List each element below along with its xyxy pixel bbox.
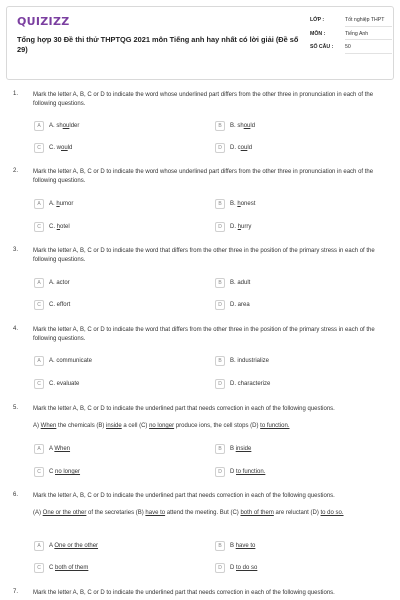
- question-sentence: [33, 422, 388, 431]
- question-prompt: Mark the letter A, B, C or D to indicate the word whose underlined part differs from the other three in pronunciation in each of the following questions.: [33, 169, 374, 184]
- underlined-part: h: [56, 224, 61, 230]
- question-number: 3.: [13, 247, 19, 253]
- question-number: 7.: [13, 589, 19, 595]
- sentence-part: are reluctant (D): [273, 510, 321, 516]
- option-label: A. communicate: [49, 358, 93, 364]
- option-badge: C: [34, 379, 44, 389]
- meta-key: MÔN :: [310, 30, 326, 37]
- meta-row-subject: [310, 31, 392, 41]
- option-label: B inside: [230, 446, 252, 452]
- underlined-part: h: [56, 201, 60, 207]
- answer-option-d[interactable]: [215, 143, 252, 153]
- question-number: 2.: [13, 168, 19, 174]
- option-label: D to do so: [230, 565, 258, 571]
- worksheet-header: [6, 6, 394, 80]
- meta-row-class: [310, 17, 392, 27]
- option-badge: A: [34, 121, 44, 131]
- option-label: C. would: [49, 145, 73, 151]
- question-prompt: Mark the letter A, B, C or D to indicate the word whose underlined part differs from the other three in pronunciation in each of the following questions.: [33, 92, 374, 107]
- option-label: A When: [49, 446, 71, 452]
- answer-option-a[interactable]: [34, 541, 98, 551]
- underlined-part: no longer: [55, 469, 81, 475]
- underlined-part: to function.: [236, 469, 266, 475]
- underlined-part: One or the other: [54, 543, 99, 549]
- question-prompt: Mark the letter A, B, C or D to indicate the underlined part that needs correction in each of the following questions.: [33, 406, 335, 412]
- answer-option-d[interactable]: [215, 300, 250, 310]
- option-label: D to function.: [230, 469, 266, 475]
- answer-option-c[interactable]: [34, 300, 70, 310]
- answer-option-b[interactable]: [215, 199, 255, 209]
- answer-option-b[interactable]: [215, 278, 250, 288]
- underlined-part: When: [40, 423, 57, 429]
- underlined-part: both of them: [240, 510, 274, 516]
- option-label: D. area: [230, 302, 250, 308]
- underlined-part: to function.: [260, 423, 290, 429]
- option-badge: D: [215, 563, 225, 573]
- answer-option-d[interactable]: [215, 379, 270, 389]
- option-badge: C: [34, 563, 44, 573]
- option-badge: B: [215, 541, 225, 551]
- meta-value: 50: [345, 44, 392, 54]
- answer-option-b[interactable]: [215, 356, 269, 366]
- worksheet-meta: [310, 17, 392, 58]
- option-badge: A: [34, 444, 44, 454]
- answer-option-a[interactable]: [34, 199, 73, 209]
- answer-option-b[interactable]: [215, 541, 255, 551]
- answer-option-c[interactable]: [34, 379, 79, 389]
- answer-option-d[interactable]: [215, 467, 265, 477]
- option-label: B. adult: [230, 280, 251, 286]
- underlined-part: have to: [235, 543, 256, 549]
- underlined-part: ou: [243, 123, 251, 129]
- sentence-part: produce ions, the cell stops (D): [174, 423, 261, 429]
- option-label: C. evaluate: [49, 381, 80, 387]
- underlined-part: to do so.: [320, 510, 344, 516]
- answer-option-a[interactable]: [34, 356, 92, 366]
- meta-key: LỚP :: [310, 17, 325, 23]
- underlined-part: to do so: [236, 565, 258, 571]
- underlined-part: inside: [235, 446, 252, 452]
- question-number: 6.: [13, 492, 19, 498]
- option-label: D. hurry: [230, 224, 252, 230]
- answer-option-a[interactable]: [34, 121, 79, 131]
- meta-row-count: [310, 44, 392, 54]
- option-label: A One or the other: [49, 543, 99, 549]
- option-badge: A: [34, 199, 44, 209]
- answer-option-c[interactable]: [34, 467, 80, 477]
- answer-option-a[interactable]: [34, 444, 70, 454]
- answer-option-a[interactable]: [34, 278, 70, 288]
- sentence-part: A): [33, 423, 41, 429]
- option-label: C. hotel: [49, 224, 70, 230]
- question-prompt: Mark the letter A, B, C or D to indicate the underlined part that needs correction in each of the following questions.: [33, 590, 335, 596]
- underlined-part: ou: [62, 123, 70, 129]
- answer-option-b[interactable]: [215, 121, 255, 131]
- question-sentence: [33, 509, 388, 518]
- question-prompt: Mark the letter A, B, C or D to indicate the word that differs from the other three in the position of the primary stress in each of the following questions.: [33, 248, 375, 263]
- question-number: 1.: [13, 91, 19, 97]
- option-badge: D: [215, 379, 225, 389]
- meta-value: Tiếng Anh: [345, 31, 392, 41]
- option-badge: D: [215, 143, 225, 153]
- option-label: D. characterize: [230, 381, 271, 387]
- meta-key: SỐ CÂU :: [310, 44, 334, 51]
- underlined-part: h: [237, 201, 241, 207]
- sentence-part: (A): [33, 510, 43, 516]
- option-label: B. should: [230, 123, 256, 129]
- underlined-part: have to: [145, 510, 166, 516]
- underlined-part: When: [54, 446, 71, 452]
- sentence-part: the chemicals (B): [56, 423, 107, 429]
- underlined-part: no longer: [149, 423, 175, 429]
- option-badge: A: [34, 541, 44, 551]
- option-badge: D: [215, 467, 225, 477]
- option-badge: B: [215, 278, 225, 288]
- option-label: C. effort: [49, 302, 71, 308]
- question-prompt: Mark the letter A, B, C or D to indicate the word that differs from the other three in the position of the primary stress in each of the following questions.: [33, 327, 375, 342]
- option-label: C both of them: [49, 565, 89, 571]
- option-badge: B: [215, 444, 225, 454]
- underlined-part: ou: [240, 145, 248, 151]
- underlined-part: inside: [106, 423, 122, 429]
- underlined-part: both of them: [55, 565, 89, 571]
- option-badge: A: [34, 356, 44, 366]
- answer-option-b[interactable]: [215, 444, 251, 454]
- underlined-part: ou: [61, 145, 68, 151]
- option-badge: A: [34, 278, 44, 288]
- option-label: D. could: [230, 145, 253, 151]
- underlined-part: h: [237, 224, 242, 230]
- sentence-part: of the secretaries (B): [86, 510, 146, 516]
- option-badge: C: [34, 300, 44, 310]
- option-label: A. actor: [49, 280, 70, 286]
- option-badge: C: [34, 222, 44, 232]
- answer-option-d[interactable]: [215, 563, 257, 573]
- worksheet-title: Tổng hợp 30 Đề thi thử THPTQG 2021 môn Tiếng anh hay nhất có lời giải (Đề số 29): [17, 35, 299, 54]
- question-number: 4.: [13, 326, 19, 332]
- option-badge: D: [215, 222, 225, 232]
- sentence-part: a cell (C): [121, 423, 150, 429]
- answer-option-c[interactable]: [34, 143, 72, 153]
- option-badge: C: [34, 143, 44, 153]
- option-label: B. industrialize: [230, 358, 270, 364]
- answer-option-c[interactable]: [34, 563, 88, 573]
- option-label: C no longer: [49, 469, 81, 475]
- option-label: A. humor: [49, 201, 74, 207]
- option-badge: C: [34, 467, 44, 477]
- question-number: 5.: [13, 405, 19, 411]
- answer-option-d[interactable]: [215, 222, 251, 232]
- answer-option-c[interactable]: [34, 222, 70, 232]
- meta-value: Tốt nghiệp THPT: [345, 17, 392, 27]
- sentence-part: attend the meeting. But (C): [165, 510, 241, 516]
- underlined-part: One or the other: [42, 510, 87, 516]
- question-prompt: Mark the letter A, B, C or D to indicate the underlined part that needs correction in each of the following questions.: [33, 493, 335, 499]
- option-badge: B: [215, 121, 225, 131]
- option-badge: B: [215, 199, 225, 209]
- option-label: A. shoulder: [49, 123, 80, 129]
- option-badge: D: [215, 300, 225, 310]
- option-label: B have to: [230, 543, 256, 549]
- quizizz-logo: QUIZIZZ: [17, 15, 70, 28]
- option-badge: B: [215, 356, 225, 366]
- option-label: B. honest: [230, 201, 256, 207]
